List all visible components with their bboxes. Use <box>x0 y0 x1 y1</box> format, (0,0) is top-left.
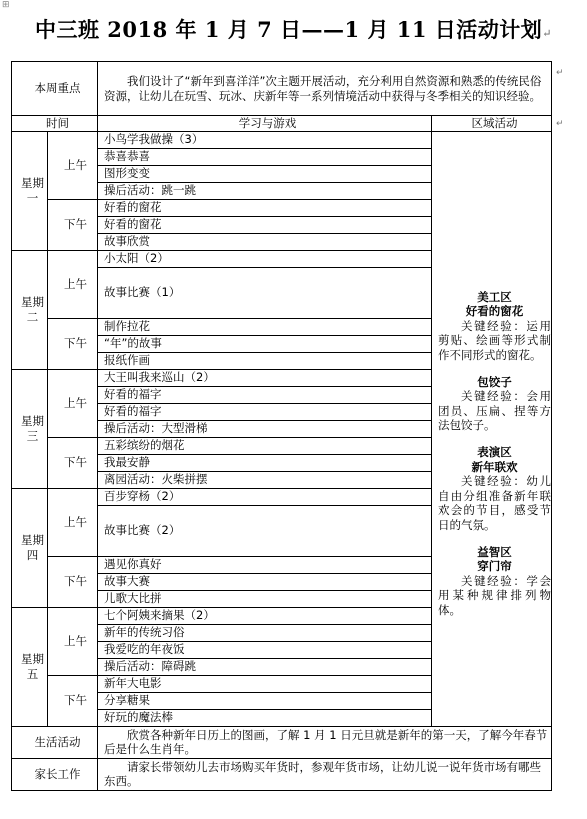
header-study: 学习与游戏 <box>98 116 432 132</box>
header-row <box>12 116 552 132</box>
activity-cell: 我爱吃的年夜饭 <box>98 641 432 658</box>
area-title: 美工区 <box>477 289 512 304</box>
activity-cell: 故事比赛（2） <box>98 505 432 556</box>
parent-work-label: 家长工作 <box>12 758 98 790</box>
activity-cell: 恭喜恭喜 <box>98 148 432 165</box>
activity-cell: 好看的福字 <box>98 386 432 403</box>
morning-label <box>48 131 98 199</box>
activity-cell: 大王叫我来巡山（2） <box>98 369 432 386</box>
activity-cell: 好玩的魔法棒 <box>98 709 432 726</box>
page-title <box>0 14 587 44</box>
day-label-text: 星期三 <box>21 414 44 443</box>
day-label-text: 星期二 <box>21 295 44 324</box>
parent-work-text: 请家长带领幼儿去市场购买年货时，参观年货市场，让幼儿说一说年货市场有哪些东西。 <box>98 758 552 790</box>
weekly-focus-label: 本周重点 <box>12 62 98 116</box>
morning-label <box>48 488 98 556</box>
activity-cell: 五彩缤纷的烟花 <box>98 437 432 454</box>
time-label-text: 上午 <box>64 514 87 529</box>
activity-cell: 分享糖果 <box>98 692 432 709</box>
time-label-text: 下午 <box>64 455 87 470</box>
area-activities-cell <box>432 131 552 726</box>
activity-cell: 制作拉花 <box>98 318 432 335</box>
life-activities-row <box>12 726 552 758</box>
activity-cell: 操后活动：障碍跳 <box>98 658 432 675</box>
parent-work-row <box>12 758 552 790</box>
paragraph-mark-icon: ↵ <box>542 27 553 40</box>
area-description: 关键经验：学会用某种规律排列物体。 <box>438 573 552 617</box>
afternoon-label <box>48 199 98 250</box>
weekly-focus-row <box>12 62 552 116</box>
day-label-text: 星期一 <box>21 176 44 205</box>
area-description: 关键经验：幼儿自由分组准备新年联欢会的节目，感受节日的气氛。 <box>438 474 552 532</box>
activity-cell: 好看的窗花 <box>98 216 432 233</box>
area-title: 益智区 <box>477 544 512 559</box>
activity-cell: 好看的福字 <box>98 403 432 420</box>
day-label <box>12 607 48 726</box>
activity-cell: 故事比赛（1） <box>98 267 432 318</box>
area-description: 关键经验：运用剪贴、绘画等形式制作不同形式的窗花。 <box>438 318 552 363</box>
time-label-text: 上午 <box>64 633 87 648</box>
activity-cell: 小太阳（2） <box>98 250 432 267</box>
time-label-text: 下午 <box>64 336 87 351</box>
activity-row <box>12 131 552 148</box>
area-top-space <box>438 240 551 290</box>
activity-cell: 新年大电影 <box>98 675 432 692</box>
day-label-text: 星期四 <box>21 533 44 562</box>
afternoon-label <box>48 675 98 726</box>
day-label <box>12 250 48 369</box>
activity-cell: 我最安静 <box>98 454 432 471</box>
time-label-text: 下午 <box>64 217 87 232</box>
morning-label <box>48 250 98 318</box>
area-subtitle: 新年联欢 <box>471 459 518 474</box>
activity-cell: 百步穿杨（2） <box>98 488 432 505</box>
area-title: 表演区 <box>477 445 512 459</box>
activity-cell: 报纸作画 <box>98 352 432 369</box>
day-label <box>12 369 48 488</box>
activity-cell: 小鸟学我做操（3） <box>98 131 432 148</box>
activity-cell: 儿歌大比拼 <box>98 590 432 607</box>
day-label-text: 星期五 <box>21 652 44 681</box>
activity-cell: 故事大赛 <box>98 573 432 590</box>
life-activities-text: 欣赏各种新年日历上的图画，了解 1 月 1 日元旦就是新年的第一天，了解今年春节后是什么生肖年。 <box>98 726 552 758</box>
activity-cell: 操后活动：跳一跳 <box>98 182 432 199</box>
morning-label <box>48 369 98 437</box>
end-of-row-mark: ↵ <box>556 119 564 129</box>
afternoon-label <box>48 556 98 607</box>
activity-cell: 图形变变 <box>98 165 432 182</box>
header-time: 时间 <box>12 116 98 132</box>
morning-label <box>48 607 98 675</box>
end-of-row-mark: ↵ <box>556 68 564 78</box>
weekly-focus-text: 我们设计了“新年到喜洋洋”次主题开展活动，充分利用自然资源和熟悉的传统民俗资源，让幼儿在玩雪、玩冰、庆新年等一系列情境活动中获得与冬季相关的知识经验。 <box>98 62 552 116</box>
activity-cell: 新年的传统习俗 <box>98 624 432 641</box>
header-area: 区域活动 <box>432 116 552 132</box>
area-gap <box>438 433 551 445</box>
day-label <box>12 131 48 250</box>
area-subtitle: 穿门帘 <box>477 559 512 574</box>
area-gap <box>438 363 551 375</box>
activity-plan-table <box>11 61 552 791</box>
activity-cell: 遇见你真好 <box>98 556 432 573</box>
activity-cell: 七个阿姨来摘果（2） <box>98 607 432 624</box>
move-handle-icon[interactable]: ⊞ <box>2 0 10 10</box>
area-gap <box>438 533 551 545</box>
afternoon-label <box>48 318 98 369</box>
area-subtitle: 好看的窗花 <box>465 304 524 319</box>
afternoon-label <box>48 437 98 488</box>
activity-cell: “年”的故事 <box>98 335 432 352</box>
activity-cell: 故事欣赏 <box>98 233 432 250</box>
activity-cell: 操后活动：大型滑梯 <box>98 420 432 437</box>
time-label-text: 上午 <box>64 395 87 410</box>
activity-cell: 好看的窗花 <box>98 199 432 216</box>
day-label <box>12 488 48 607</box>
time-label-text: 下午 <box>64 574 87 589</box>
activity-cell: 离园活动：火柴拼摆 <box>98 471 432 488</box>
time-label-text: 下午 <box>64 693 87 708</box>
area-title: 包饺子 <box>477 374 512 389</box>
life-activities-label: 生活活动 <box>12 726 98 758</box>
area-description: 关键经验：会用团员、压扁、捏等方法包饺子。 <box>438 389 552 433</box>
time-label-text: 上午 <box>64 157 87 172</box>
time-label-text: 上午 <box>64 276 87 291</box>
title-text: 中三班 2018 年 1 月 7 日——1 月 11 日活动计划 <box>34 17 543 42</box>
